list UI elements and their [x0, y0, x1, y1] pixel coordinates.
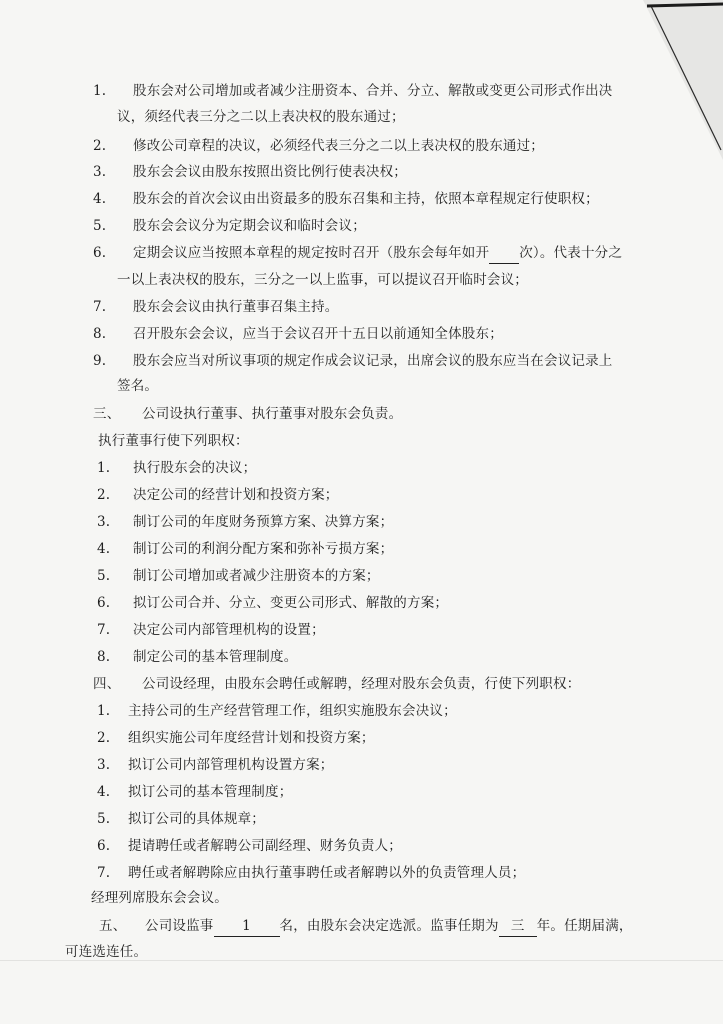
meeting-frequency-blank	[489, 243, 519, 264]
supervisor-term-field: 三	[499, 916, 537, 937]
page-fold-shadow	[643, 0, 723, 160]
scan-edge-line	[0, 960, 723, 961]
supervisor-count-field: 1	[214, 916, 280, 937]
document-page: 1. 股东会对公司增加或者减少注册资本、合并、分立、解散或变更公司形式作出决 议，须经代表三分之二以上表决权的股东通过； 2. 修改公司章程的决议，必须经代表三分之二以上表决权的股东通过； 3. 股东会会议由股东按照出资比例行使表决权； 4. 股东会的首次会议由出资最多的股东召集和主持，依照本章程规定行使职权； 5. 股东会会议分为定期会议和临时会议； 6. 定期会议应当按照本章程的规定按时召开（股东会每年如开 次）。代表十分之 一以上表决权的股东，三分之一以上监事，可以提议召开临时会议； 7. 股东会会议由执行董事召集主持。 8. 召开股东会会议，应当于会议召开十五日以前通知全体股东； 9. 股东会应当对所议事项的规定作成会议记录，出席会议的股东应当在会议记录上 签名。 三、 公司设执行董事、执行董事对股东会负责。 执行董事行使下列职权： 1. 执行股东会的决议； 2. 决定公司的经营计划和投资方案； 3. 制订公司的年度财务预算方案、决算方案； 4. 制订公司的利润分配方案和弥补亏损方案； 5. 制订公司增加或者减少注册资本的方案； 6. 拟订公司合并、分立、变更公司形式、解散的方案； 7. 决定公司内部管理机构的设置； 8. 制定公司的基本管理制度。 四、 公司设经理，由股东会聘任或解聘，经理对股东会负责，行使下列职权： 1. 主持公司的生产经营管理工作，组织实施股东会决议； 2. 组织实施公司年度经营计划和投资方案； 3. 拟订公司内部管理机构设置方案； 4. 拟订公司的基本管理制度； 5. 拟订公司的具体规章； 6. 提请聘任或者解聘公司副经理、财务负责人； 7. 聘任或者解聘除应由执行董事聘任或者解聘以外的负责管理人员； 经理列席股东会会议。 五、 公司设监事 1 名，由股东会决定选派。监事任期为 三 年。任期届满， 可连选连任。	[0, 0, 723, 1024]
